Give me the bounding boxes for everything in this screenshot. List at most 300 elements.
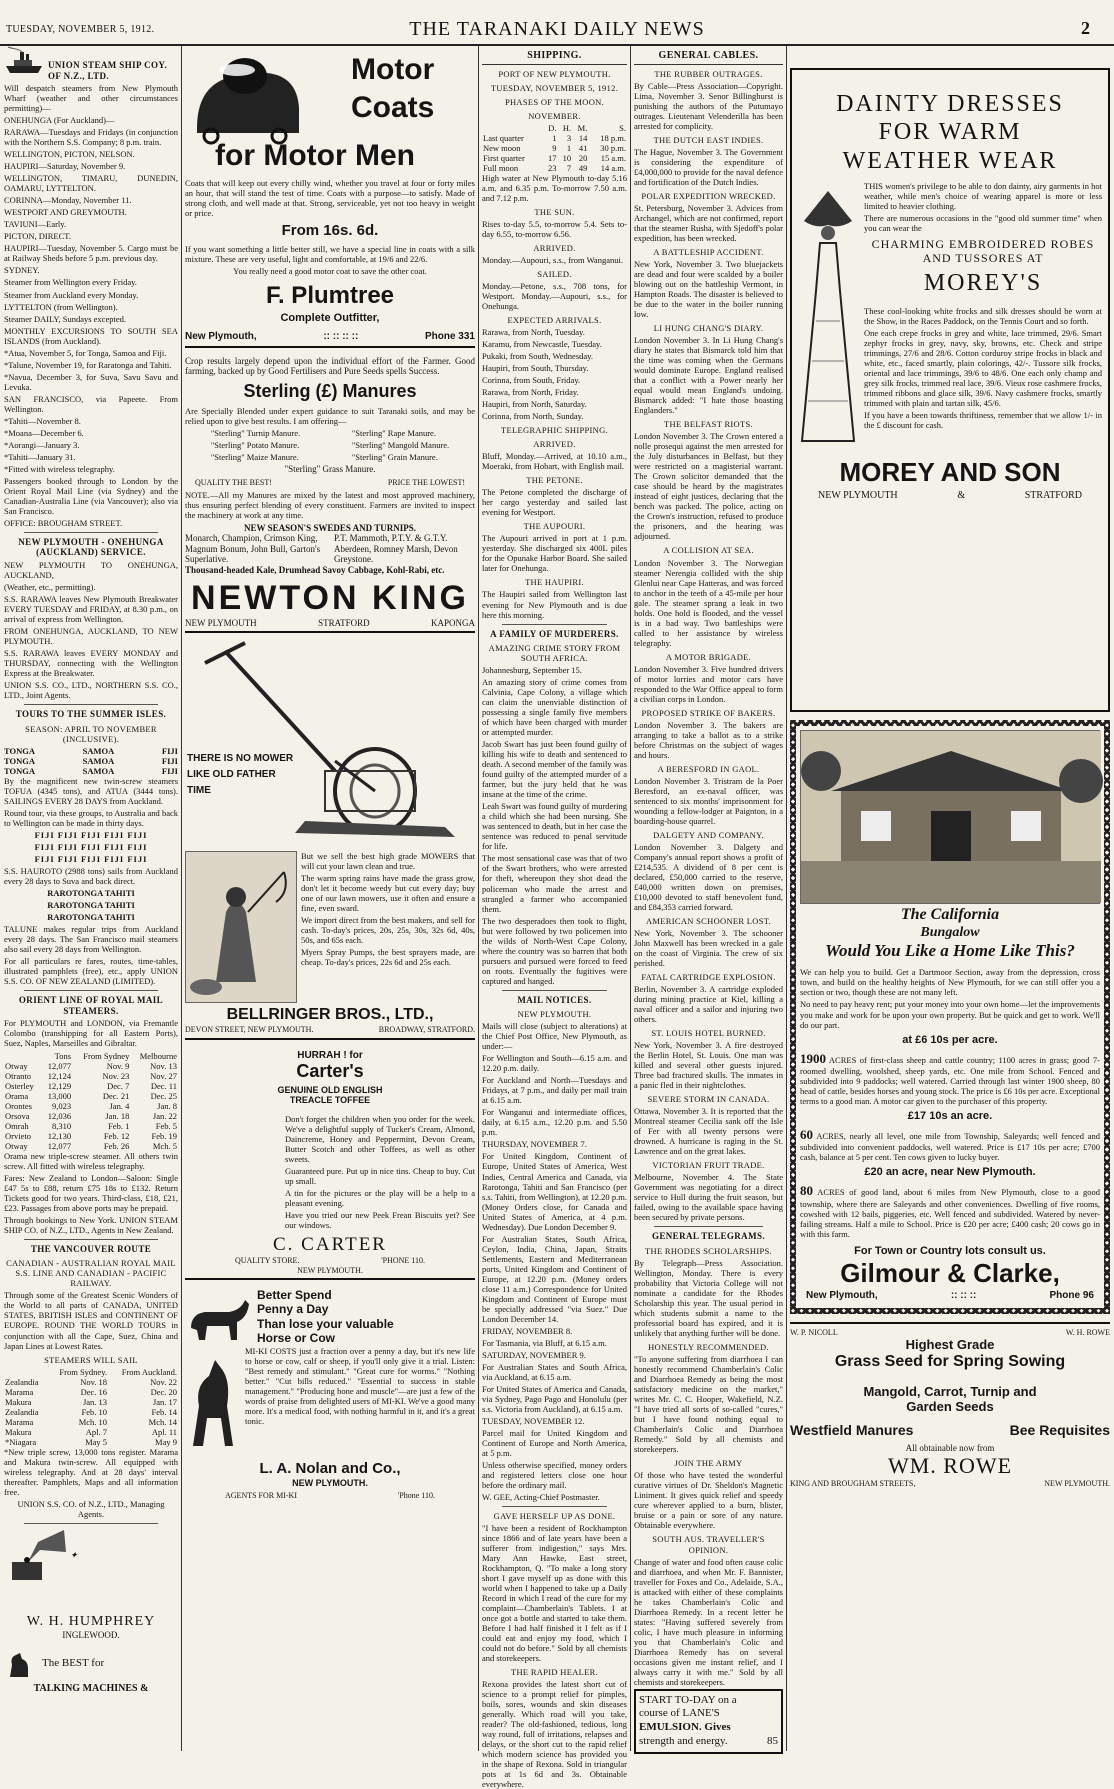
cable-headline: A BERESFORD IN GAOL.: [657, 763, 760, 774]
cable-text: London November 3. Tristram de la Poer Beresford, an ex-naval officer, was sentenced to six months' imprisonment for wounding a fellow-lodger at Paignton, in a boarding-house quarrel.: [634, 775, 783, 826]
schedule-line: HAUPIRI—Saturday, November 9.: [4, 161, 126, 172]
table-cell: Apl. 11: [151, 1426, 177, 1437]
gave-title: GAVE HERSELF UP AS DONE.: [493, 1510, 616, 1521]
bellringer-text1: But we sell the best high grade MOWERS that will cut your lawn clean and true.: [301, 851, 475, 872]
table-row: [4, 1071, 178, 1081]
seeds-title: NEW SEASON'S SWEDES AND TURNIPS.: [244, 522, 416, 533]
carter-signature: C. CARTER: [273, 1234, 387, 1255]
morey-h1: DAINTY DRESSES: [836, 91, 1064, 117]
bellringer-text3: We import direct from the best makers, and sell for cash. To-day's prices, 20s, 25s, 30s, 32s 6d, 40s, 50s, and 65s each.: [301, 915, 475, 946]
cable-headline: DALGETY AND COMPANY.: [653, 829, 764, 840]
cable-headline: LI HUNG CHANG'S DIARY.: [653, 323, 764, 334]
general-cables-title: GENERAL CABLES.: [634, 50, 783, 65]
gilmour-price2: £17 10s an acre.: [907, 1109, 993, 1122]
mail-sub: NEW PLYMOUTH.: [517, 1009, 592, 1020]
honest-title: HONESTLY RECOMMENDED.: [648, 1342, 769, 1353]
mail-paragraph: For Australian States, South Africa, Ceylon, India, China, Japan, Straits Settlements, Eastern and Mediterranean ports, United Kingdom and Continent of Europe, at 12.20 p.m. (Money orders close 11 a.m.) Correspondence for United Kingdom and Continent of Europe must be specially addressed "via Suez." Due London December 14.: [482, 1233, 627, 1324]
islands-text: Round tour, via these groups, to Australia and back to Wellington can be made in thirty days.: [4, 807, 178, 828]
sun-title: THE SUN.: [534, 206, 575, 217]
separator: [24, 1523, 158, 1524]
morey-ad: [790, 68, 1110, 712]
gilmour-town: New Plymouth,: [806, 1290, 878, 1302]
table-row: [4, 1377, 178, 1387]
table-row: [4, 1397, 178, 1407]
steamship-icon: [4, 46, 44, 76]
table-cell: New moon: [483, 142, 521, 153]
gilmour-phone: Phone 96: [1049, 1290, 1094, 1302]
cable-headline: PROPOSED STRIKE OF BAKERS.: [641, 707, 776, 718]
table-cell: Jan. 4: [109, 1100, 130, 1111]
table-cell: 49: [578, 162, 588, 173]
table-row: [4, 1061, 178, 1071]
vancouver-sailings-table: [4, 1367, 178, 1447]
sun-text: Rises to-day 5.5, to-morrow 5.4. Sets to-day 6.55, to-morrow 6.56.: [482, 219, 627, 240]
vancouver-text: Through some of the Greatest Scenic Wonders of the World to all parts of CANADA, UNITED STATES, BRITISH ISLES and CONTINENT OF EUROPE. ROUND THE WORLD TOURS in conjunction with all the Cape, Suez, China and Japan Lines at Lowest Rates.: [4, 1290, 178, 1351]
gilmour-name: Gilmour & Clarke,: [840, 1257, 1060, 1288]
table-cell: Mch. 10: [78, 1416, 108, 1427]
rowe-foot-left: KING AND BROUGHAM STREETS,: [790, 1479, 916, 1489]
fiji-row: FIJI FIJI FIJI FIJI FIJI: [34, 842, 148, 853]
table-cell: 12,124: [47, 1070, 72, 1081]
bellringer-text2: The warm spring rains have made the grass grow, don't let it become weedy but cut every day; buy one of our lawn mowers, use it often and ensure a fine, even sward.: [301, 873, 475, 914]
rhodes-title: THE RHODES SCHOLARSHIPS.: [645, 1246, 772, 1257]
rowe-h5: [790, 1422, 1110, 1439]
mail-paragraph: Parcel mail for United Kingdom and Continent of Europe and North America, at 5 p.m.: [482, 1427, 627, 1458]
carter-store: [235, 1256, 425, 1265]
table-row: [482, 163, 627, 173]
morey-towns: [818, 490, 1082, 502]
table-header-cell: S.: [619, 122, 626, 133]
horse-icon: [185, 1346, 241, 1456]
nolan-body: [185, 1346, 475, 1456]
schedule-line: *Tahiti—January 31.: [4, 451, 76, 462]
table-row: [4, 1141, 178, 1151]
table-cell: 18 p.m.: [600, 132, 626, 143]
carter-store-text: QUALITY STORE.: [235, 1256, 300, 1266]
murder-paragraph: Johannesburg, September 15.: [482, 665, 582, 676]
gilmour-lot3-text: ACRES of good land, about 6 miles from New Plymouth, close to a good township, where there are Saleyards and other conveniences. Dwelling of five rooms, cowshed with 12 bails, piggeries, etc. Well fenced and subdivided. Watered by never-failing streams. Half a mile to School. Price is £20 per acre; £400 cash; 20 cows go in with this farm.: [800, 1187, 1100, 1239]
table-cell: Otway: [5, 1060, 28, 1071]
mail-title: MAIL NOTICES.: [517, 994, 592, 1005]
aupouri-title: THE AUPOURI.: [523, 521, 586, 532]
table-header-cell: M.: [577, 122, 588, 133]
morey-town: &: [957, 489, 966, 501]
moon-table-header: [482, 123, 627, 133]
schedule-line: *Aorangi—January 3.: [4, 439, 80, 450]
tel-arrived-text: Bluff, Monday.—Arrived, at 10.10 a.m., Moeraki, from Hobart, with English mail.: [482, 451, 627, 472]
separator: [502, 1506, 607, 1507]
table-row: [482, 133, 627, 143]
sailed-title: SAILED.: [537, 269, 572, 280]
table-cell: Omrah: [5, 1120, 29, 1131]
expected-arrival: Haupiri, from North, Saturday.: [482, 399, 587, 410]
rowe-name: WM. ROWE: [887, 1453, 1013, 1479]
gilmour-question: Would You Like a Home Like This?: [825, 941, 1075, 961]
motorist-icon: [187, 48, 307, 143]
table-cell: 8,310: [51, 1120, 72, 1131]
dog-icon: [4, 1649, 34, 1679]
schedule-line: PICTON, DIRECT.: [4, 231, 71, 242]
rarotonga-row: RAROTONGA TAHITI: [47, 900, 135, 911]
petone-title: THE PETONE.: [526, 475, 583, 486]
carter-town: NEW PLYMOUTH.: [185, 1266, 475, 1280]
table-cell: Nov. 13: [150, 1060, 177, 1071]
general-telegrams-title: GENERAL TELEGRAMS.: [651, 1231, 766, 1242]
morey-intro: THIS women's privilege to be able to don dainty, airy garments in hot weather, while men's choice of wearing apparel is more or less limited to heavier clothing.: [864, 180, 1102, 211]
newton-king-name: NEWTON KING: [191, 578, 469, 617]
schedule-line: UNION S.S. CO., LTD., NORTHERN S.S. CO., LTD., Joint Agents.: [4, 680, 178, 701]
sterling-manure-item: "Sterling" Turnip Manure.: [210, 428, 301, 439]
table-cell: Feb. 1: [108, 1120, 130, 1131]
sterling-manure-item: "Sterling" Mangold Manure.: [351, 440, 450, 451]
table-header-cell: [482, 123, 543, 133]
mail-paragraph: For Wellington and South—6.15 a.m. and 12.20 p.m. daily.: [482, 1053, 627, 1074]
expected-arrival: Rarawa, from North, Friday.: [482, 387, 579, 398]
rowe-h4: Garden Seeds: [906, 1398, 994, 1414]
gilmour-lot3: [800, 1183, 1100, 1238]
mail-paragraph: FRIDAY, NOVEMBER 8.: [482, 1325, 573, 1336]
gilmour-price1: at £6 10s per acre.: [902, 1033, 998, 1046]
mail-paragraph: Mails will close (subject to alterations) at the Chief Post Office, New Plymouth, as under:—: [482, 1021, 627, 1052]
schedule-line: *Moana—December 6.: [4, 427, 84, 438]
vancouver-text: *New triple screw, 13,000 tons register. Marama and Makura twin-screw. All equipped with wireless telegraphy. And at 28 days' interval thereafter. Pamphlets, Maps and all information free.: [4, 1446, 178, 1497]
islands-title: TOURS TO THE SUMMER ISLES.: [15, 709, 167, 720]
rarotonga-row: RAROTONGA TAHITI: [47, 912, 135, 923]
bellringer-left: DEVON STREET, NEW PLYMOUTH.: [185, 1025, 314, 1035]
arrived-text: Monday.—Aupouri, s.s., from Wanganui.: [482, 255, 623, 266]
table-cell: Orsova: [5, 1110, 30, 1121]
rowe-right-name: W. H. ROWE: [1065, 1328, 1110, 1338]
bellringer-name: BELLRINGER BROS., LTD.,: [226, 1006, 434, 1024]
table-cell: Dec. 20: [150, 1386, 177, 1397]
table-row: [4, 1111, 178, 1121]
table-cell: Mch. 5: [152, 1140, 177, 1151]
island-name: FIJI: [161, 765, 178, 776]
murder-paragraph: The most sensational case was that of two of the Swart brothers, who were arrested for theft, whereupon they shot dead the policeman who made the arrest and strangled a farmer who accompanied them.: [482, 853, 627, 914]
column-shipping-ads: [4, 46, 178, 1751]
union-ss-ad: [4, 46, 178, 83]
humphrey-name: W. H. HUMPHREY: [26, 1613, 156, 1629]
table-cell: 3: [566, 132, 572, 143]
table-cell: Dec. 11: [150, 1080, 177, 1091]
rowe-names: [790, 1328, 1110, 1337]
plumtree-outfitter: Complete Outfitter,: [280, 312, 380, 325]
rowe-footer: [790, 1479, 1110, 1488]
morey-charming: CHARMING EMBROIDERED ROBES AND TUSSORES AT: [871, 237, 1095, 266]
cable-headline: VICTORIAN FRUIT TRADE.: [652, 1160, 765, 1171]
bellringer-text: [301, 851, 475, 1003]
cable-headline: AMERICAN SCHOONER LOST.: [645, 916, 772, 927]
column-rule: [478, 46, 479, 1751]
schedule-line: SYDNEY.: [4, 265, 40, 276]
table-header-cell: [4, 1051, 41, 1061]
expected-arrival: Pukaki, from South, Wednesday.: [482, 351, 593, 362]
schedule-line: WELLINGTON, TIMARU, DUNEDIN, OAMARU, LYTTELTON.: [4, 173, 178, 194]
onehunga-schedule: [4, 560, 178, 700]
sterling-manures-right: [352, 428, 449, 464]
gilmour-lot1-num: 1900: [800, 1050, 826, 1066]
bungalow-icon: [801, 731, 1101, 903]
table-cell: Feb. 12: [103, 1130, 130, 1141]
tel-arrived-title: ARRIVED.: [533, 439, 576, 450]
table-header-cell: Melbourne: [139, 1050, 177, 1061]
cable-text: New York, November 3. A fire destroyed the Berlin Hotel, St. Louis. One man was killed and several other guests injured. Three bad fractured skulls. The inmates in a panic fled in their nightclothes.: [634, 1040, 783, 1091]
sa-text: Change of water and food often cause colic and diarrhoea, and when Mr. F. Bannister, traveller for Foxes and Co., Adelaide, S.A., is attacked with either of these complaints he takes Chamberlain's Colic and Diarrhoea Remedy. In a recent letter he states: "Having suffered severely from colic, I have much pleasure in informing you that Chamberlain's Colic and Diarrhoea Remedy has on several occasions given me instant relief, and I always carry it with me." Sold by all chemists and storekeepers.: [634, 1556, 783, 1687]
nolan-h1: Better Spend: [257, 1288, 332, 1303]
table-cell: Dec. 21: [102, 1090, 130, 1101]
lawn-mower-icon: [185, 641, 470, 846]
murder-paragraph: An amazing story of crime comes from Calvinia, Cape Colony, a village which can claim the unenviable distinction of possessing a single family five members of which have been charged with murder or attempted murder.: [482, 677, 627, 738]
orient-sailings-table: [4, 1051, 178, 1151]
mail-paragraph: For Australian States and South Africa, via Auckland, at 6.15 a.m.: [482, 1361, 627, 1382]
schedule-line: Steamer from Auckland every Monday.: [4, 289, 139, 300]
seeds-left: Monarch, Champion, Crimson King, Magnum Bonum, John Bull, Garton's Superlative.: [185, 533, 321, 565]
seeds-last: Thousand-headed Kale, Drumhead Savoy Cabbage, Kohl-Rabi, etc.: [185, 564, 445, 575]
gilmour-banner1: The California: [900, 906, 1000, 923]
table-cell: 12,130: [47, 1130, 72, 1141]
table-cell: Otranto: [5, 1070, 31, 1081]
schedule-line: LYTTELTON (from Wellington).: [4, 301, 118, 312]
lane-line4: strength and energy.: [639, 1734, 728, 1747]
cable-headline: THE DUTCH EAST INDIES.: [653, 134, 764, 145]
army-title: JOIN THE ARMY: [674, 1458, 743, 1469]
schedule-line: WELLINGTON, PICTON, NELSON.: [4, 149, 135, 160]
haupiri-title: THE HAUPIRI.: [525, 577, 584, 588]
table-cell: Orama: [5, 1090, 29, 1101]
islands-text: TALUNE makes regular trips from Auckland every 28 days. The San Francisco mail steamers also sail every 28 days from Wellington.: [4, 924, 178, 955]
lady-in-dress-icon: [798, 181, 858, 451]
table-cell: 1: [552, 132, 557, 143]
table-cell: Nov. 9: [106, 1060, 130, 1071]
table-row: [4, 1417, 178, 1427]
nolan-footer: [225, 1491, 435, 1500]
table-row: [4, 1081, 178, 1091]
masthead: [0, 14, 1114, 46]
mail-paragraph: SATURDAY, NOVEMBER 9.: [482, 1349, 586, 1360]
lane-line2: course of LANE'S: [639, 1707, 720, 1720]
carter-phone: 'PHONE 110.: [381, 1256, 425, 1266]
lady-illustration: [798, 181, 858, 451]
murder-story: [482, 665, 627, 985]
rhodes-text: By Telegraph—Press Association. Wellington, Monday. There is every probability that Victoria College will not nominate a candidate for the Rhodes Scholarship this year. The usual period in which students submit a name to the professorial board has expired, and it is unlikely that anything further will be done.: [634, 1258, 783, 1339]
table-header-cell: D.: [548, 122, 557, 133]
haupiri-text: The Haupiri sailed from Wellington last evening for New Plymouth and is due here this morning.: [482, 589, 627, 620]
table-row: [4, 1437, 178, 1447]
table-header-cell: [4, 1367, 47, 1377]
schedule-line: RARAWA—Tuesdays and Fridays (in conjunction with the Northern S.S. Company; 8 p.m. train.: [4, 127, 178, 148]
gilmour-lot3-num: 80: [800, 1183, 813, 1199]
cable-text: London November 3. Five hundred drivers of motor lorries and motor cars have responded to the War Office appeal to form a civilian corps in London.: [634, 663, 783, 704]
table-cell: Zealandia: [5, 1376, 39, 1387]
table-cell: 20: [578, 152, 588, 163]
table-row: [4, 1121, 178, 1131]
mail-paragraph: For Auckland and North—Tuesdays and Fridays, at 7 p.m., and daily per mail train at 6.15 a.m.: [482, 1075, 627, 1106]
carter-name: Carter's: [296, 1061, 364, 1082]
carter-hurrah: HURRAH ! for: [297, 1049, 363, 1061]
plumtree-h2: Coats: [351, 91, 435, 124]
schedule-line: SAN FRANCISCO, via Papeete. From Wellington.: [4, 393, 178, 414]
gilmour-lot2-num: 60: [800, 1126, 813, 1142]
table-cell: May 9: [155, 1436, 177, 1447]
gilmour-lot1-text: ACRES of first-class sheep and cattle country; 1100 acres in grass; good 7-roomed dwelling, woolshed, sheep yards, etc. One mile from School. Fenced and subdivided into 9 paddocks; well watered. Carried through last winter 1900 sheep, 80 head of cattle, besides horses and young stock. The price is £6 10s per acre. Exceptional terms to a good man. A motor car given to the purchaser of this property.: [800, 1054, 1101, 1106]
telegraphic-title: TELEGRAPHIC SHIPPING.: [501, 425, 608, 436]
expected-arrival: Corinna, from South, Friday.: [482, 375, 581, 386]
schedule-line: S.S. RARAWA leaves EVERY MONDAY and THURSDAY, connecting with the Wellington Express at the Breakwater.: [4, 648, 178, 679]
cable-headline: A MOTOR BRIGADE.: [665, 651, 752, 662]
cable-text: London November 3. Dalgety and Company's annual report shows a profit of £214,535. A dividend of 8 per cent is declared, £50,000 carried to the reserve, £40,000 written down on premises, £10,000 devoted to staff benevolent fund, and £84,353 carried forward.: [634, 841, 783, 912]
schedule-line: *Tahiti—November 8.: [4, 415, 81, 426]
table-cell: 13,000: [47, 1090, 72, 1101]
table-cell: 23: [548, 162, 557, 173]
table-cell: Jan. 22: [152, 1110, 177, 1121]
vancouver-sails: STEAMERS WILL SAIL: [44, 1354, 138, 1365]
table-cell: Marama: [5, 1386, 34, 1397]
column-cables: [634, 46, 783, 1751]
gilmour-consult: For Town or Country lots consult us.: [854, 1244, 1046, 1257]
carter-text2: Guaranteed pure. Put up in nice tins. Cheap to buy. Cut up small.: [285, 1165, 475, 1186]
expected-title: EXPECTED ARRIVALS.: [507, 315, 602, 326]
shipping-title: SHIPPING.: [482, 50, 627, 65]
mail-paragraph: TUESDAY, NOVEMBER 12.: [482, 1415, 585, 1426]
cable-headline: FATAL CARTRIDGE EXPLOSION.: [641, 972, 776, 983]
nolan-ad: [185, 1288, 475, 1346]
carter-text1: Don't forget the children when you order for the week. We've a delightful supply of Tucker's Cream, Almond, Daincreme, Honey and Peppermint, Devon Cream, Butter Scotch and other Toffees, as well as other sweets.: [285, 1113, 475, 1164]
cable-stories: [634, 69, 783, 1223]
island-name: TONGA: [4, 755, 36, 766]
island-name: SAMOA: [82, 765, 115, 776]
table-cell: 14 a.m.: [600, 162, 626, 173]
cable-headline: A BATTLESHIP ACCIDENT.: [653, 247, 764, 258]
nolan-town: NEW PLYMOUTH.: [292, 1477, 368, 1488]
rarotonga-row: RAROTONGA TAHITI: [47, 888, 135, 899]
table-cell: Jan. 18: [105, 1110, 130, 1121]
nolan-foot-right: 'Phone 110.: [397, 1490, 435, 1500]
nolan-headline: [257, 1288, 394, 1346]
table-cell: Nov. 18: [80, 1376, 108, 1387]
mail-paragraph: For United Kingdom, Continent of Europe, United States of America, West Indies, Central America and Canada, via Rarotonga, Tahiti and San Francisco (per s.s. Tahiti, from Wellington), at 12.20 p.m. (Money Orders close, for Canada and United States of America, at 4 p.m. Wednesday). Due London December 9.: [482, 1151, 627, 1232]
expected-arrival: Karamu, from Newcastle, Tuesday.: [482, 339, 602, 350]
schedule-line: MONTHLY EXCURSIONS TO SOUTH SEA ISLANDS (from Auckland).: [4, 325, 178, 346]
moon-title: PHASES OF THE MOON.: [504, 96, 605, 107]
table-row: [4, 1091, 178, 1101]
newton-king-town: KAPONGA: [430, 617, 475, 628]
islands-season: SEASON: APRIL TO NOVEMBER (INCLUSIVE).: [25, 723, 157, 744]
nolan-h3: Than lose your valuable: [257, 1316, 394, 1331]
cable-text: Melbourne, November 4. The State Government was negotiating for a direct service to Hull during the fruit season, but failed, owing to the available space having been secured by private persons.: [634, 1172, 783, 1223]
separator: [24, 1239, 158, 1240]
table-header-cell: From Auckland.: [121, 1366, 177, 1377]
sterling-price-text: PRICE THE LOWEST!: [387, 478, 465, 488]
cable-text: Berlin, November 3. A cartridge exploded during mining practice at Kiel, killing a naval officer and a sailor and injuring two others.: [634, 984, 783, 1025]
union-ss-schedule: [4, 83, 178, 528]
petone-text: The Petone completed the discharge of her cargo yesterday and sailed last evening for Westport.: [482, 487, 627, 518]
table-cell: 9: [552, 142, 557, 153]
sterling-quality-text: QUALITY THE BEST!: [195, 478, 272, 488]
plumtree-town: New Plymouth,: [185, 331, 257, 343]
sterling-grass: "Sterling" Grass Manure.: [284, 464, 376, 475]
mail-paragraph: For United States of America and Canada, via Sydney, Pago Pago and Honolulu (per s.s. Victoria from Auckland), at 6.15 a.m.: [482, 1383, 627, 1414]
island-name: SAMOA: [82, 755, 115, 766]
schedule-line: Passengers booked through to London by the Orient Royal Mail Line (via Sydney) and the Canadian-Australia Line (via Vancouver); also via San Francisco.: [4, 475, 178, 516]
sterling-note: NOTE.—All my Manures are mixed by the latest and most approved machinery, thus ensuring perfect blending of every constituent. Farmers are invited to inspect the machinery at work at any time.: [185, 490, 475, 521]
table-cell: 7: [566, 162, 572, 173]
gilmour-inner: [796, 726, 1104, 1308]
table-row: [4, 1407, 178, 1417]
carter-text4: Have you tried our new Peek Frean Biscuits yet? See our windows.: [285, 1209, 475, 1230]
vancouver-subtitle: CANADIAN - AUSTRALIAN ROYAL MAIL S.S. LINE AND CANADIAN - PACIFIC RAILWAY.: [6, 1258, 176, 1289]
table-cell: Makura: [5, 1426, 32, 1437]
island-name: FIJI: [161, 745, 178, 756]
aupouri-text: The Aupouri arrived in port at 1 p.m. yesterday. She discharged six 400L piles for the Opunake Harbor Board. She sailed later for Onehunga.: [482, 533, 627, 574]
table-cell: Nov. 27: [150, 1070, 177, 1081]
fiji-row: FIJI FIJI FIJI FIJI FIJI: [34, 854, 148, 865]
mail-paragraph: Unless otherwise specified, money orders and registered letters close one hour before the ordinary mail.: [482, 1459, 627, 1490]
gilmour-price3: £20 an acre, near New Plymouth.: [864, 1166, 1036, 1179]
table-cell: Nov. 23: [102, 1070, 130, 1081]
table-cell: First quarter: [483, 152, 525, 163]
island-name: TONGA: [4, 765, 36, 776]
murder-title: A FAMILY OF MURDERERS.: [490, 628, 619, 639]
schedule-line: CORINNA—Monday, November 11.: [4, 195, 132, 206]
gilmour-lot2: [800, 1127, 1100, 1162]
cable-text: London November 3. The Norwegian steamer Nerengia collided with the ship Glenlui near Cape Hatteras, and was forced to anchor in the teeth of a 45-mile per hour gale. The steamer sprang a leak in two holds. One hold is flooded, and the vessel is in a bad way. Two battleships were called to her assistance by wireless telegraphy.: [634, 557, 783, 648]
bellringer-head: THERE IS NO MOWER LIKE OLD FATHER TIME: [187, 753, 294, 797]
table-cell: 12,129: [47, 1080, 72, 1091]
gilmour-text2: No need to pay heavy rent; put your money into your own home—let the improvements you make and work for be upon your own property. But be quick and get to work. We'll do our part.: [800, 999, 1100, 1030]
murder-paragraph: Leah Swart was found guilty of murdering a child which she had been nursing. She was sentenced to death, but in her case the sentence was reduced to penal servitude for life.: [482, 801, 627, 852]
column-big-ads: [790, 46, 1110, 1751]
cable-text: New York, November 3. Two bluejackets are dead and four were scalded by a boiler blowing out on the battleship Vermont, in Hampton Roads. The disaster is believed to be due to the water in the boiler running low.: [634, 259, 783, 320]
newton-king-towns: [185, 618, 475, 634]
schedule-line: Steamer from Wellington every Friday.: [4, 277, 137, 288]
table-cell: Feb. 26: [103, 1140, 130, 1151]
table-cell: 9,023: [51, 1100, 72, 1111]
bellringer-text4: Myers Spray Pumps, the best sprayers made, are cheap. To-day's prices, 22s 6d and 25s each.: [301, 947, 475, 968]
table-header-cell: From Sydney.: [59, 1366, 108, 1377]
nolan-h4: Horse or Cow: [257, 1330, 336, 1345]
table-cell: Makura: [5, 1396, 32, 1407]
gilmour-footer: [806, 1290, 1094, 1302]
plumtree-h1: Motor: [351, 53, 435, 86]
orient-title: ORIENT LINE OF ROYAL MAIL STEAMERS.: [18, 995, 164, 1016]
plumtree-phone: Phone 331: [424, 331, 475, 343]
morey-text3: If you have a been towards thriftiness, remember that we allow 1/- in the £ discount for cash.: [864, 409, 1102, 430]
gramophone-icon: [8, 1528, 68, 1584]
column-rule: [786, 46, 787, 1751]
cable-text: London November 3. The Crown entered a nolle prosequi against the men arrested for the July disturbances in Belfast, but they were restricted on a magisterial warrant. The Crown solicitor demanded that the case should be heard by the magistrates instead of eight justices, declaring that the bench was packed. The police, acting on the Crown's instruction, refused to produce the prisoners, and the hearing was adjourned.: [634, 431, 783, 542]
table-cell: 12,036: [47, 1110, 72, 1121]
expected-arrival: Haupiri, from South, Thursday.: [482, 363, 589, 374]
nolan-name: L. A. Nolan and Co.,: [259, 1460, 401, 1478]
table-cell: Last quarter: [483, 132, 524, 143]
cable-text: London November 3. The bakers are arranging to take a ballot as to a strike before Christmas on the subject of wages and hours.: [634, 719, 783, 760]
cable-text: The Hague, November 3. The Government is considering the expenditure of £4,000,000 to provide for the naval defence and fortification of the Dutch Indies.: [634, 146, 783, 187]
table-cell: May 5: [85, 1436, 108, 1447]
lane-line3: EMULSION. Gives: [639, 1721, 731, 1734]
moon-month: NOVEMBER.: [528, 110, 581, 121]
column-rule: [181, 46, 182, 1751]
islands-row: [4, 766, 178, 776]
islands-text: By the magnificent new twin-screw steamers TOFUA (4345 tons), and ATUA (3444 tons). SAILINGS EVERY 28 DAYS from Auckland.: [4, 775, 178, 806]
rapid-text: Rexona provides the latest short cut of science to a prompt relief for pimples, boils, sores, wounds and skin diseases generally. Which road will you take, reader? The old-fashioned, tedious, long way round, full of irritations, relapses and delays, or the short cut to the rapid relief which modern science has provided you in the shape of Rexona. Sold in triangular pots at 1s 6d and 3s. Obtainable everywhere.: [482, 1679, 627, 1789]
table-cell: 1: [566, 142, 572, 153]
honest-text: "To anyone suffering from diarrhoea I can honestly recommend Chamberlain's Colic and Diarrhoea Remedy as being the most satisfactory medicine on the market," writes Mr. C. C. Hooper, Wakefield, N.Z. "I have tried all sorts of so-called "cures," but I have found nothing equal to Chamberlain's Colic and Diarrhoea Remedy." Sold by all chemists and storekeepers.: [634, 1354, 783, 1455]
bungalow-illustration: [800, 730, 1100, 904]
rowe-h2: Grass Seed for Spring Sowing: [834, 1352, 1066, 1370]
cable-headline: THE BELFAST RIOTS.: [664, 419, 753, 430]
island-name: FIJI: [161, 755, 178, 766]
schedule-line: (Weather, etc., permitting).: [4, 582, 96, 593]
